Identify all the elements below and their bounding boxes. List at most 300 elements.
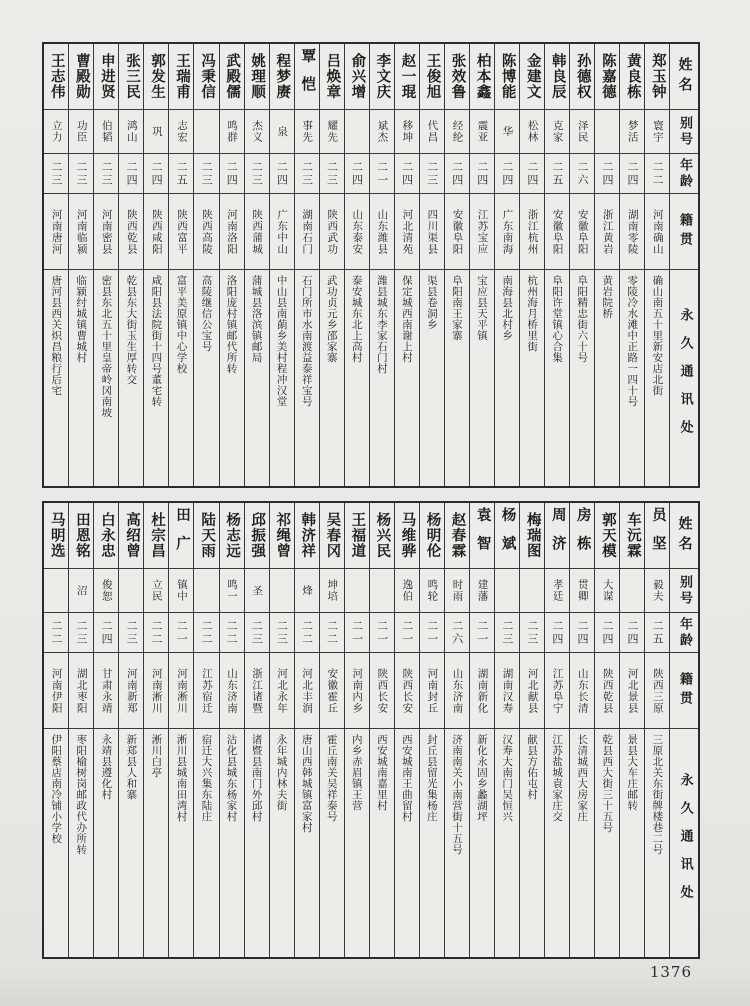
entry-column — [519, 44, 544, 486]
entry-native-place: 河南内乡 — [345, 653, 369, 729]
entry-column — [419, 44, 444, 486]
header-name: 姓名 — [670, 44, 698, 110]
entry-alias: 鸣一 — [220, 569, 244, 613]
entry-name: 曹殿勋 — [69, 44, 93, 110]
entry-name: 杨明伦 — [420, 503, 444, 569]
entry-alias: 志宏 — [169, 110, 193, 154]
entry-column — [168, 44, 193, 486]
entry-age: 二二 — [194, 613, 218, 653]
entry-address: 新化永固乡蠡湖坪 — [476, 734, 489, 822]
entry-address: 咸阳县法院街十四号董宅转 — [150, 275, 163, 407]
entry-address: 汉寿大南门吴恒兴 — [501, 734, 514, 822]
entry-age: 二三 — [69, 613, 93, 653]
entry-age: 二四 — [620, 613, 644, 653]
entry-age: 二一 — [345, 613, 369, 653]
register-table-bottom — [42, 501, 700, 959]
entry-address: 济南南关小南营街十五号 — [450, 734, 463, 855]
entry-native-place: 甘肃永靖 — [94, 653, 118, 729]
entry-column — [219, 503, 244, 957]
entry-address: 蒲城县洛滨镇邮局 — [250, 275, 263, 363]
entry-address: 景县大车庄邮转 — [626, 734, 639, 811]
entry-column — [519, 503, 544, 957]
entry-alias: 毅夫 — [645, 569, 669, 613]
entry-column — [294, 44, 319, 486]
entry-age: 二六 — [570, 154, 594, 194]
entry-alias: 代昌 — [420, 110, 444, 154]
entry-alias — [119, 569, 143, 613]
entry-name: 张三民 — [119, 44, 143, 110]
entry-native-place: 山东泰安 — [345, 194, 369, 270]
entry-address: 献县方佑屯村 — [526, 734, 539, 800]
header-address: 永久通讯处 — [677, 773, 693, 913]
entry-native-place: 河南临颍 — [69, 194, 93, 270]
entry-alias: 耀先 — [320, 110, 344, 154]
entry-native-place: 河南封丘 — [420, 653, 444, 729]
entry-column — [569, 503, 594, 957]
entry-alias — [370, 569, 394, 613]
entry-address: 武功贞元乡邵家寨 — [325, 275, 338, 363]
entry-alias: 伯韬 — [94, 110, 118, 154]
entry-name: 梅瑞图 — [520, 503, 544, 569]
entry-address: 临颍纣城镇曹城村 — [75, 275, 88, 363]
entry-column — [494, 44, 519, 486]
entry-column — [619, 44, 644, 486]
entry-alias: 鸿山 — [119, 110, 143, 154]
entry-age: 二二 — [44, 613, 68, 653]
entry-native-place: 山东济南 — [220, 653, 244, 729]
entry-name: 白永忠 — [94, 503, 118, 569]
entry-address: 渠县卷洞乡 — [425, 275, 438, 330]
entry-native-place: 陕西乾县 — [595, 653, 619, 729]
entry-name: 房栋 — [570, 503, 594, 569]
entry-name: 王瑞甫 — [169, 44, 193, 110]
entry-address: 宿迁大兴集东陆庄 — [200, 734, 213, 822]
entry-address: 杭州海月桥里街 — [526, 275, 539, 352]
entry-age: 二四 — [495, 154, 519, 194]
entry-native-place: 陕西三原 — [645, 653, 669, 729]
entry-native-place: 河北永年 — [270, 653, 294, 729]
entry-name: 陆天雨 — [194, 503, 218, 569]
register-sheet — [42, 42, 700, 959]
entry-alias: 斌杰 — [370, 110, 394, 154]
entry-address: 石门所市水南渡益泰祥宝号 — [300, 275, 313, 407]
entry-address: 确山南五十里新安店北街 — [651, 275, 664, 396]
entry-age: 二一 — [370, 613, 394, 653]
entry-native-place: 陕西咸阳 — [144, 194, 168, 270]
entry-alias — [194, 569, 218, 613]
entry-native-place: 河南确山 — [645, 194, 669, 270]
entry-column — [244, 44, 269, 486]
entry-native-place: 陕西蒲城 — [245, 194, 269, 270]
entry-native-place: 山东济南 — [445, 653, 469, 729]
entry-address: 三原北关东街牌楼巷二号 — [651, 734, 664, 855]
entry-age: 二四 — [395, 154, 419, 194]
entry-age: 二三 — [194, 154, 218, 194]
entry-name: 程梦赓 — [270, 44, 294, 110]
entry-column — [469, 503, 494, 957]
entry-name: 黄良栋 — [620, 44, 644, 110]
entry-alias: 立民 — [144, 569, 168, 613]
entry-column — [143, 503, 168, 957]
entry-native-place: 湖南新化 — [470, 653, 494, 729]
entry-native-place: 安徽阜阳 — [445, 194, 469, 270]
entry-alias: 松林 — [520, 110, 544, 154]
entry-alias: 杰义 — [245, 110, 269, 154]
entry-column — [68, 503, 93, 957]
entry-address: 沾化县城东杨家村 — [225, 734, 238, 822]
entry-name: 吕焕章 — [320, 44, 344, 110]
entry-name: 邱振强 — [245, 503, 269, 569]
entry-alias: 梦活 — [620, 110, 644, 154]
entry-alias: 巩 — [144, 110, 168, 154]
entry-native-place: 湖南石门 — [295, 194, 319, 270]
entry-address: 永靖县遵化村 — [100, 734, 113, 800]
entry-column — [193, 44, 218, 486]
entry-native-place: 浙江黄岩 — [595, 194, 619, 270]
entry-address: 永年城内林夫街 — [275, 734, 288, 811]
entry-age: 二三 — [520, 613, 544, 653]
entry-age: 二二 — [645, 154, 669, 194]
entry-name: 覃恺 — [295, 44, 319, 110]
entry-alias: 经纶 — [445, 110, 469, 154]
entry-alias: 沼 — [69, 569, 93, 613]
entry-alias — [495, 569, 519, 613]
entry-column — [168, 503, 193, 957]
entry-address: 乾县东大街玉生厚转交 — [125, 275, 138, 385]
entry-age: 二一 — [169, 613, 193, 653]
entry-name: 武殿儒 — [220, 44, 244, 110]
entry-column — [544, 44, 569, 486]
entry-native-place: 河北清苑 — [395, 194, 419, 270]
entry-alias: 建藩 — [470, 569, 494, 613]
entry-age: 二二 — [220, 613, 244, 653]
entry-address: 唐河县西关炽昌粮行后宅 — [50, 275, 63, 396]
entry-address: 江苏盐城袁家庄交 — [551, 734, 564, 822]
entry-name: 俞兴增 — [345, 44, 369, 110]
entry-native-place: 安徽阜阳 — [570, 194, 594, 270]
entry-address: 高陵继信公宝号 — [200, 275, 213, 352]
entry-native-place: 陕西高陵 — [194, 194, 218, 270]
entry-column — [319, 44, 344, 486]
entry-column — [394, 503, 419, 957]
header-native: 籍贯 — [670, 194, 698, 270]
entry-native-place: 河南伊阳 — [44, 653, 68, 729]
entry-alias: 泉 — [270, 110, 294, 154]
entry-age: 二四 — [445, 154, 469, 194]
entry-age: 二一 — [395, 613, 419, 653]
entry-name: 杨斌 — [495, 503, 519, 569]
entry-address: 保定城西南谢上村 — [400, 275, 413, 363]
entry-column — [594, 503, 619, 957]
entry-name: 王福道 — [345, 503, 369, 569]
entry-address: 西安城南嘉里村 — [375, 734, 388, 811]
entry-name: 祁绳曾 — [270, 503, 294, 569]
entry-address: 霍丘南关吴祥泰号 — [325, 734, 338, 822]
entry-column — [118, 503, 143, 957]
entry-alias: 寰宇 — [645, 110, 669, 154]
entry-column — [143, 44, 168, 486]
entry-age: 二四 — [94, 613, 118, 653]
entry-native-place: 河南唐河 — [44, 194, 68, 270]
entry-alias: 俊恕 — [94, 569, 118, 613]
entry-name: 王俊旭 — [420, 44, 444, 110]
entry-name: 赵春霖 — [445, 503, 469, 569]
entry-age: 二五 — [545, 154, 569, 194]
entry-alias: 孝廷 — [545, 569, 569, 613]
entry-alias — [595, 110, 619, 154]
entry-address: 中山县南蓢乡美村程冲汉堂 — [275, 275, 288, 407]
page-number: 1376 — [649, 963, 692, 981]
entry-age: 二四 — [119, 154, 143, 194]
entry-column — [569, 44, 594, 486]
entry-alias: 鸣轮 — [420, 569, 444, 613]
entry-column — [219, 44, 244, 486]
entry-alias: 镇中 — [169, 569, 193, 613]
entry-name: 员坚 — [645, 503, 669, 569]
entry-age: 二四 — [470, 154, 494, 194]
entry-name: 郭发生 — [144, 44, 168, 110]
entry-native-place: 安徽阜阳 — [545, 194, 569, 270]
entry-address: 黄岩院桥 — [601, 275, 614, 319]
entry-name: 马明选 — [44, 503, 68, 569]
entry-name: 柏本鑫 — [470, 44, 494, 110]
entry-name: 郑玉钟 — [645, 44, 669, 110]
header-column-bottom — [669, 503, 698, 957]
entry-alias: 立力 — [44, 110, 68, 154]
entry-native-place: 河南洛阳 — [220, 194, 244, 270]
entry-column — [319, 503, 344, 957]
entry-native-place: 河北景县 — [620, 653, 644, 729]
entry-column — [269, 503, 294, 957]
entry-column — [118, 44, 143, 486]
entry-native-place: 河南新郑 — [119, 653, 143, 729]
header-alias: 别号 — [670, 569, 698, 613]
entry-alias: 逸伯 — [395, 569, 419, 613]
entry-native-place: 安徽霍丘 — [320, 653, 344, 729]
entry-name: 冯秉信 — [194, 44, 218, 110]
entry-column — [544, 503, 569, 957]
entry-native-place: 广东南海 — [495, 194, 519, 270]
entry-address: 南海县北村乡 — [501, 275, 514, 341]
entry-age: 二二 — [320, 613, 344, 653]
entry-column — [294, 503, 319, 957]
entry-name: 王志伟 — [44, 44, 68, 110]
entry-column — [644, 44, 669, 486]
entry-address: 枣阳榆树岗邮政代办所转 — [75, 734, 88, 855]
entry-column — [93, 44, 118, 486]
entry-native-place: 陕西武功 — [320, 194, 344, 270]
entry-age: 二四 — [520, 154, 544, 194]
entry-age: 二四 — [595, 154, 619, 194]
entry-native-place: 江苏宝应 — [470, 194, 494, 270]
entry-age: 二四 — [620, 154, 644, 194]
entry-age: 二三 — [295, 154, 319, 194]
entry-age: 二一 — [370, 154, 394, 194]
entry-column — [369, 44, 394, 486]
entry-address: 诸暨县南门外邱村 — [250, 734, 263, 822]
entry-name: 姚理顺 — [245, 44, 269, 110]
entry-address: 伊阳蔡店南冷铺小学校 — [50, 734, 63, 844]
entry-native-place: 湖南汉寿 — [495, 653, 519, 729]
entry-alias: 克家 — [545, 110, 569, 154]
entry-address: 阜阳精忠街六十号 — [576, 275, 589, 363]
entry-column — [444, 503, 469, 957]
entry-address: 封丘县留光集杨庄 — [425, 734, 438, 822]
register-table-top — [42, 42, 700, 488]
entry-age: 二四 — [595, 613, 619, 653]
entry-alias: 圣 — [245, 569, 269, 613]
entry-column — [344, 503, 369, 957]
header-alias: 别号 — [670, 110, 698, 154]
entry-column — [419, 503, 444, 957]
entry-address: 内乡赤眉镇王营 — [350, 734, 363, 811]
entry-alias — [44, 569, 68, 613]
entry-alias: 时雨 — [445, 569, 469, 613]
entry-age: 二二 — [295, 613, 319, 653]
entry-native-place: 陕西长安 — [395, 653, 419, 729]
header-native: 籍贯 — [670, 653, 698, 729]
entry-name: 申进贤 — [94, 44, 118, 110]
entry-address: 淅川白亭 — [150, 734, 163, 778]
entry-age: 二五 — [645, 613, 669, 653]
entry-address: 乾县西大街三十五号 — [601, 734, 614, 833]
entry-address: 淅川县城南田湾村 — [175, 734, 188, 822]
entry-age: 二四 — [570, 613, 594, 653]
entry-native-place: 山东长清 — [570, 653, 594, 729]
entry-alias: 震亚 — [470, 110, 494, 154]
entry-native-place: 河北丰润 — [295, 653, 319, 729]
entry-alias — [620, 569, 644, 613]
entry-column — [469, 44, 494, 486]
entry-age: 二三 — [119, 613, 143, 653]
entry-alias: 坤培 — [320, 569, 344, 613]
entry-name: 袁智 — [470, 503, 494, 569]
entry-name: 孙德权 — [570, 44, 594, 110]
entry-alias — [520, 569, 544, 613]
entry-age: 二一 — [420, 613, 444, 653]
entry-address: 潍县城东李家石门村 — [375, 275, 388, 374]
entry-name: 周济 — [545, 503, 569, 569]
entry-alias: 移坤 — [395, 110, 419, 154]
entry-column — [344, 44, 369, 486]
entry-column — [193, 503, 218, 957]
entry-column — [244, 503, 269, 957]
entry-name: 杨志远 — [220, 503, 244, 569]
entry-age: 二五 — [169, 154, 193, 194]
entry-address: 洛阳庞村镇邮代所转 — [225, 275, 238, 374]
entry-native-place: 河北献县 — [520, 653, 544, 729]
entry-name: 郭天模 — [595, 503, 619, 569]
entry-alias — [345, 110, 369, 154]
entry-age: 二三 — [420, 154, 444, 194]
entry-native-place: 山东潍县 — [370, 194, 394, 270]
entry-native-place: 四川渠县 — [420, 194, 444, 270]
entry-address: 唐山西韩城镇富家村 — [300, 734, 313, 833]
entry-column — [394, 44, 419, 486]
entry-address: 密县东北五十里皇帝岭冈南坡 — [100, 275, 113, 418]
entry-age: 二四 — [270, 154, 294, 194]
entry-column — [594, 44, 619, 486]
entry-age: 二三 — [94, 154, 118, 194]
entry-name: 杜宗昌 — [144, 503, 168, 569]
entry-column — [44, 503, 68, 957]
entry-address: 阜阳南王家寨 — [450, 275, 463, 341]
entry-name: 马维骅 — [395, 503, 419, 569]
entry-address: 阜阳许堂镇心合集 — [551, 275, 564, 363]
entry-name: 张效鲁 — [445, 44, 469, 110]
header-age: 年龄 — [670, 154, 698, 194]
entry-native-place: 江苏宿迁 — [194, 653, 218, 729]
entry-name: 吴春冈 — [320, 503, 344, 569]
header-column-top — [669, 44, 698, 486]
entry-address: 长清城西大房家庄 — [576, 734, 589, 822]
entry-name: 田广 — [169, 503, 193, 569]
entry-name: 陈嘉德 — [595, 44, 619, 110]
entry-address: 宝应县天平镇 — [476, 275, 489, 341]
entry-address: 泰安城东北上高村 — [350, 275, 363, 363]
entry-native-place: 浙江诸暨 — [245, 653, 269, 729]
entry-alias: 烽 — [295, 569, 319, 613]
entry-age: 二三 — [270, 613, 294, 653]
entry-column — [44, 44, 68, 486]
entry-age: 二六 — [445, 613, 469, 653]
entry-name: 杨兴民 — [370, 503, 394, 569]
entry-name: 韩济祥 — [295, 503, 319, 569]
entry-column — [494, 503, 519, 957]
entry-age: 二三 — [245, 154, 269, 194]
entry-column — [269, 44, 294, 486]
entry-column — [68, 44, 93, 486]
entry-alias: 功臣 — [69, 110, 93, 154]
header-name: 姓名 — [670, 503, 698, 569]
entry-age: 二三 — [245, 613, 269, 653]
entry-alias: 鸣群 — [220, 110, 244, 154]
entry-name: 韩良辰 — [545, 44, 569, 110]
entry-alias: 贯卿 — [570, 569, 594, 613]
entry-name: 车沅霖 — [620, 503, 644, 569]
entry-native-place: 陕西富平 — [169, 194, 193, 270]
entry-age: 二三 — [44, 154, 68, 194]
entry-name: 陈博能 — [495, 44, 519, 110]
entry-age: 二四 — [144, 154, 168, 194]
entry-age: 二四 — [545, 613, 569, 653]
entry-address: 零陵冷水滩中正路一四十号 — [626, 275, 639, 407]
entry-alias — [345, 569, 369, 613]
entry-native-place: 河南密县 — [94, 194, 118, 270]
entry-age: 二四 — [220, 154, 244, 194]
entry-native-place: 陕西乾县 — [119, 194, 143, 270]
entry-column — [619, 503, 644, 957]
header-address: 永久通讯处 — [677, 308, 693, 448]
entry-alias — [194, 110, 218, 154]
entry-column — [93, 503, 118, 957]
entry-age: 二三 — [69, 154, 93, 194]
entry-address: 新郑县人和寨 — [125, 734, 138, 800]
entry-native-place: 河南淅川 — [169, 653, 193, 729]
entry-age: 二三 — [495, 613, 519, 653]
entry-native-place: 浙江杭州 — [520, 194, 544, 270]
entry-native-place: 湖北枣阳 — [69, 653, 93, 729]
entry-native-place: 河南淅川 — [144, 653, 168, 729]
entry-alias: 华 — [495, 110, 519, 154]
entry-column — [644, 503, 669, 957]
entry-native-place: 广东中山 — [270, 194, 294, 270]
entry-alias — [270, 569, 294, 613]
entry-native-place: 陕西长安 — [370, 653, 394, 729]
entry-name: 李文庆 — [370, 44, 394, 110]
entry-name: 金建文 — [520, 44, 544, 110]
entry-age: 二四 — [345, 154, 369, 194]
